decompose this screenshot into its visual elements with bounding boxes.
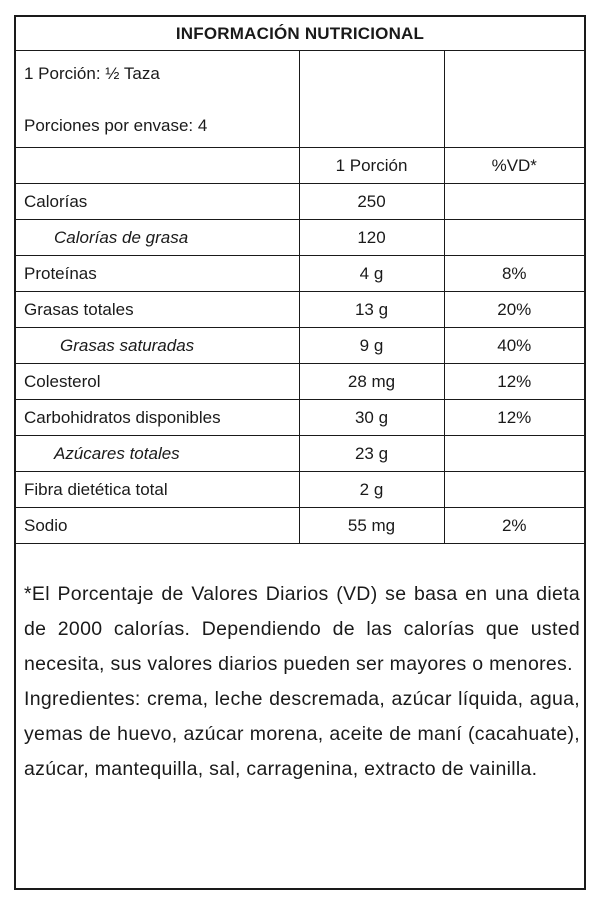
dv-footnote: *El Porcentaje de Valores Diarios (VD) se basa en una dieta de 2000 calorías. Dependiendo de las calorías que usted necesita, sus valores diarios pueden ser mayores o menores. (24, 583, 580, 675)
nutrient-amount: 120 (299, 220, 444, 256)
table-row (16, 472, 584, 508)
table-row (16, 400, 584, 436)
nutrient-dv (444, 220, 584, 256)
nutrient-name: Carbohidratos disponibles (16, 400, 299, 436)
header-row (16, 148, 584, 184)
nutrient-name: Azúcares totales (16, 436, 299, 472)
empty-cell (16, 148, 299, 184)
nutrient-dv: 2% (444, 508, 584, 544)
table-row (16, 220, 584, 256)
nutrient-name: Fibra dietética total (16, 472, 299, 508)
serving-row (16, 51, 584, 148)
column-header-dv: %VD* (444, 148, 584, 184)
nutrient-name: Calorías (16, 184, 299, 220)
table-row (16, 508, 584, 544)
empty-cell (444, 51, 584, 148)
table-row (16, 328, 584, 364)
nutrient-dv: 12% (444, 400, 584, 436)
nutrient-dv (444, 472, 584, 508)
nutrient-dv (444, 436, 584, 472)
table-row (16, 184, 584, 220)
nutrient-name: Calorías de grasa (16, 220, 299, 256)
serving-size: 1 Porción: ½ Taza (24, 64, 160, 83)
nutrient-dv: 8% (444, 256, 584, 292)
nutrient-name: Proteínas (16, 256, 299, 292)
label-title: INFORMACIÓN NUTRICIONAL (16, 17, 584, 51)
footnote-block (24, 577, 580, 787)
serving-info (16, 51, 299, 148)
table-row (16, 364, 584, 400)
nutrient-dv (444, 184, 584, 220)
nutrient-amount: 2 g (299, 472, 444, 508)
table-row (16, 256, 584, 292)
nutrient-amount: 4 g (299, 256, 444, 292)
empty-cell (299, 51, 444, 148)
nutrient-amount: 9 g (299, 328, 444, 364)
nutrient-name: Colesterol (16, 364, 299, 400)
nutrition-table (16, 17, 584, 544)
ingredients-text: Ingredientes: crema, leche descremada, azúcar líquida, agua, yemas de huevo, azúcar morena, aceite de maní (cacahuate), azúcar, mantequilla, sal, carragenina, extracto de vainilla. (24, 688, 580, 780)
nutrient-amount: 23 g (299, 436, 444, 472)
nutrient-dv: 20% (444, 292, 584, 328)
table-row (16, 292, 584, 328)
column-header-amount: 1 Porción (299, 148, 444, 184)
nutrient-amount: 250 (299, 184, 444, 220)
nutrient-name: Grasas saturadas (16, 328, 299, 364)
nutrient-amount: 28 mg (299, 364, 444, 400)
nutrient-name: Sodio (16, 508, 299, 544)
nutrient-amount: 13 g (299, 292, 444, 328)
title-row (16, 17, 584, 51)
nutrient-dv: 12% (444, 364, 584, 400)
nutrient-dv: 40% (444, 328, 584, 364)
nutrient-amount: 55 mg (299, 508, 444, 544)
nutrition-label (14, 15, 586, 890)
nutrient-amount: 30 g (299, 400, 444, 436)
table-row (16, 436, 584, 472)
servings-per-container: Porciones por envase: 4 (24, 116, 208, 135)
nutrient-name: Grasas totales (16, 292, 299, 328)
